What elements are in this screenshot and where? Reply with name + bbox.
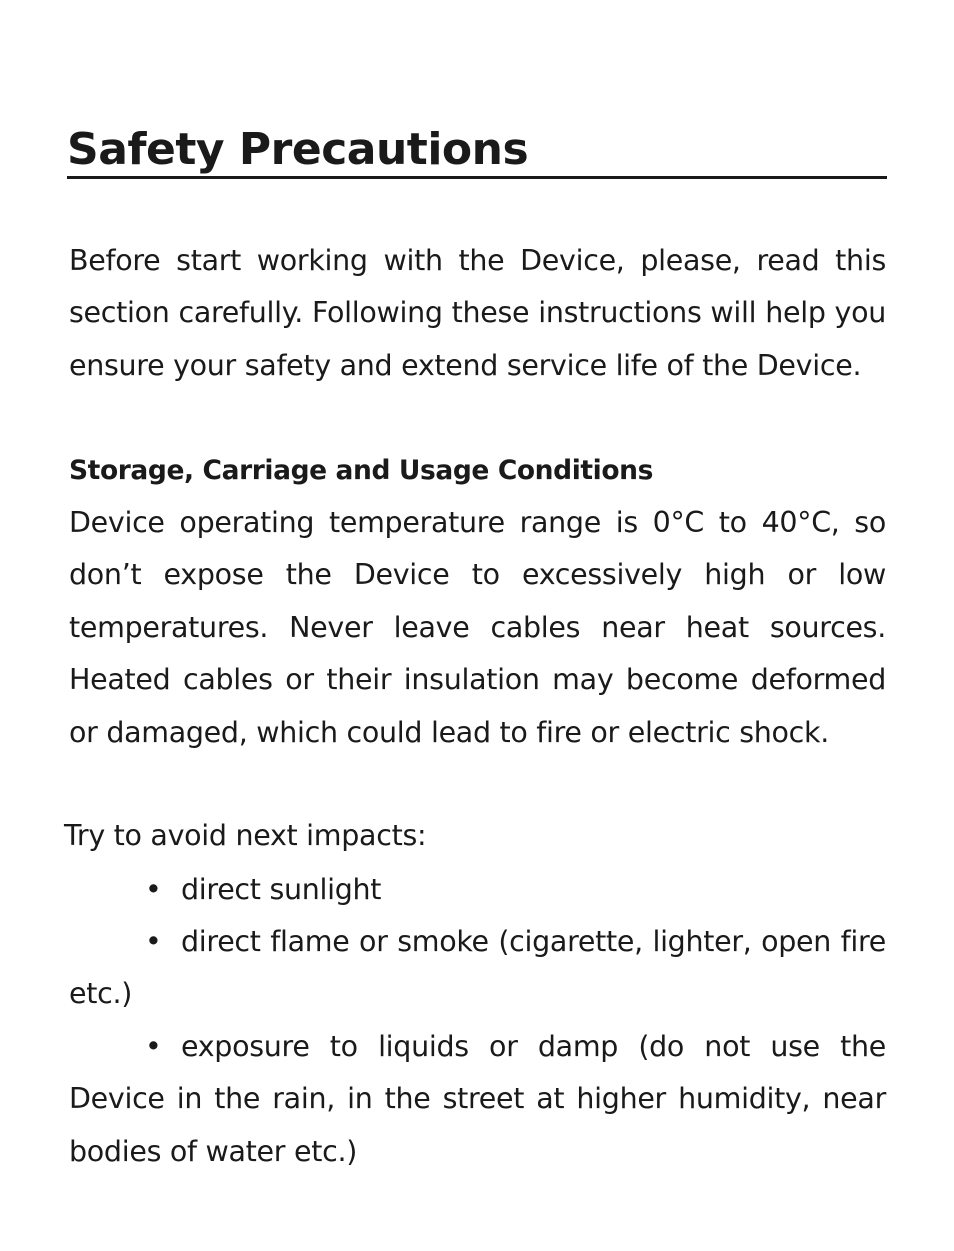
bullet-icon: • [145, 873, 162, 906]
bullet-icon: • [145, 925, 162, 958]
title-underline [67, 176, 887, 179]
page-title: Safety Precautions [67, 124, 529, 175]
list-item [69, 916, 886, 1021]
bullet-icon: • [145, 1030, 162, 1063]
storage-paragraph: Device operating temperature range is 0°C to 40°C, so don’t expose the Device to excessively high or low temperatures. Never leave cables near heat sources. Heated cables or their insulation may become deformed or damaged, which could lead to fire or electric shock. [69, 506, 886, 749]
list-item-text: direct sunlight [181, 873, 382, 906]
list-item [69, 1021, 886, 1178]
intro-paragraph: Before start working with the Device, please, read this section carefully. Following these instructions will help you ensure your safety and extend service life of the Device. [69, 244, 886, 382]
storage-section-heading: Storage, Carriage and Usage Conditions [69, 455, 654, 486]
impacts-lead: Try to avoid next impacts: [64, 819, 427, 852]
list-item [69, 864, 886, 916]
list-item-text: direct flame or smoke (cigarette, lighter, open fire etc.) [69, 925, 886, 1011]
list-item-text: exposure to liquids or damp (do not use the Device in the rain, in the street at higher humidity, near bodies of water etc.) [69, 1030, 886, 1168]
